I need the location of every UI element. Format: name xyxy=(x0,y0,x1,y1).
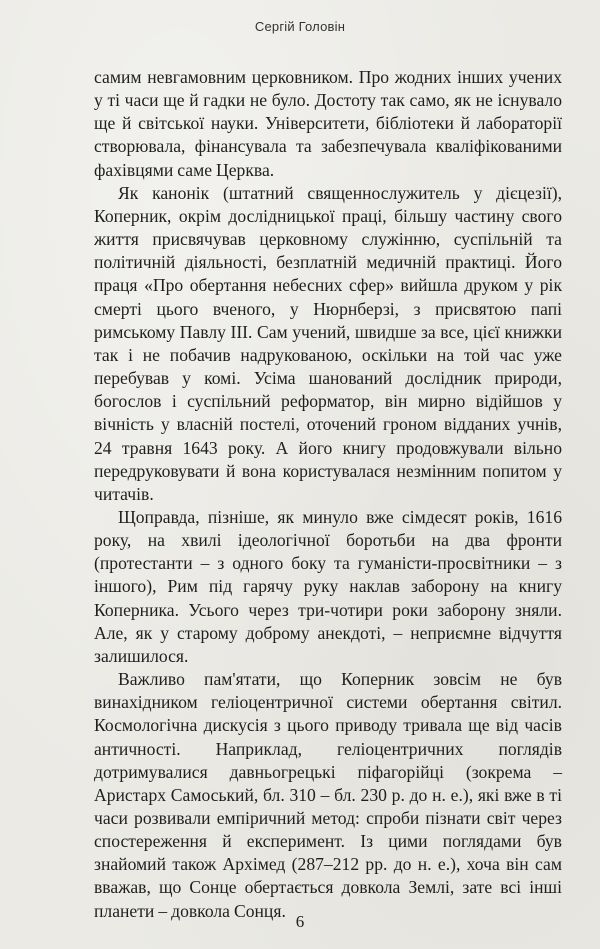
page-number: 6 xyxy=(295,912,305,931)
paragraph-2: Як канонік (штатний священнослужитель у дієцезії), Коперник, окрім дослідницької праці, більшу частину свого життя присвячував церковному служінню, суспільній та політичній діяльності, безплатній медичній практиці. Його праця «Про обертання небесних сфер» вийшла друком у рік смерті цього вченого, у Нюрнберзі, з присвятою папі римському Павлу III. Сам учений, швидше за все, цієї книжки так і не побачив надрукованою, оскільки на той час уже перебував у комі. Усіма шанований дослідник природи, богослов і суспільний реформатор, він мирно відійшов у вічність у власній постелі, оточений гроном відданих учнів, 24 травня 1643 року. А його книгу продовжували вільно передруковувати й вона користувалася незмінним попитом у читачів. xyxy=(94,182,562,504)
paragraph-4: Важливо пам'ятати, що Коперник зовсім не був винахідником геліоцентричної системи обертання світил. Космологічна дискусія з цього приводу тривала ще від часів античності. Наприклад, геліоцентричних поглядів дотримувалися давньогрецькі піфагорійці (зокрема – Аристарх Самоський, бл. 310 – бл. 230 р. до н. е.), які вже в ті часи розвивали емпіричний метод: спроби пізнати світ через спостереження й експеримент. Із цими поглядами був знайомий також Архімед (287–212 рр. до н. е.), хоча він сам вважав, що Сонце обертається довкола Землі, зате всі інші планети – довкола Сонця. xyxy=(94,669,562,921)
paragraph-3: Щоправда, пізніше, як минуло вже сімдесят років, 1616 року, на хвилі ідеологічної боротьби на два фронти (протестанти – з одного боку та гуманісти-просвітники – з іншого), Рим під гарячу руку наклав заборону на книгу Коперника. Усього через три-чотири роки заборону зняли. Але, як у старому доброму анекдоті, – неприємне відчуття залишилося. xyxy=(94,506,562,666)
body-text xyxy=(94,66,562,923)
running-head-author: Сергій Головін xyxy=(254,19,346,34)
paragraph-1: самим невгамовним церковником. Про жодних інших учених у ті часи ще й гадки не було. Достоту так само, як не існувало ще й світської науки. Університети, бібліотеки й лабораторії створювала, фінансувала та забезпечувала кваліфікованими фахівцями саме Церква. xyxy=(94,67,562,180)
